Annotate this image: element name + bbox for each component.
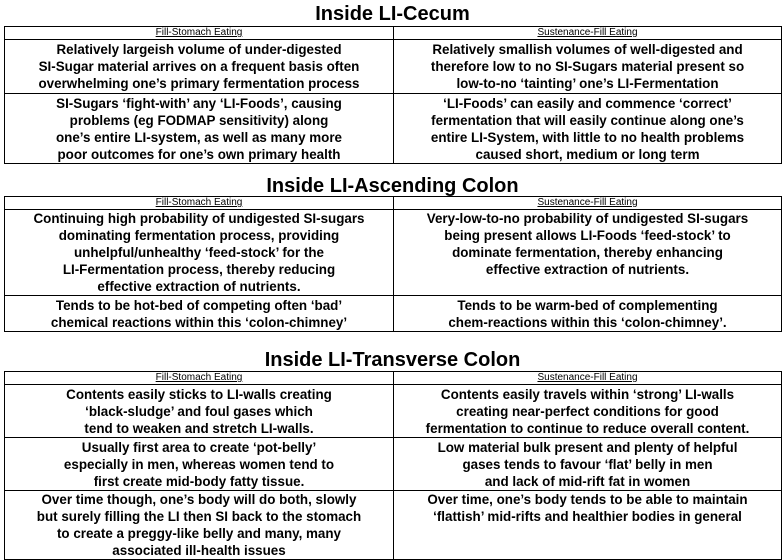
cell-line: and lack of mid-rift fat in women <box>484 473 691 489</box>
cell-line: associated ill-health issues <box>112 543 286 558</box>
column-header-sustenance-fill: Sustenance-Fill Eating <box>394 27 782 40</box>
cell-line: overwhelming one’s primary fermentation process <box>38 76 360 91</box>
cell-line: Very-low-to-no probability of undigested SI-sugars <box>426 211 749 226</box>
comparison-table <box>4 26 782 164</box>
cell-sustenance-fill <box>394 40 782 94</box>
cell-line: Continuing high probability of undigested SI-sugars <box>33 211 365 226</box>
cell-line: dominate fermentation, thereby enhancing <box>452 245 723 260</box>
cell-line: SI-Sugar material arrives on a frequent basis often <box>38 59 360 74</box>
column-header-fill-stomach: Fill-Stomach Eating <box>5 372 394 385</box>
cell-sustenance-fill <box>394 491 782 560</box>
cell-line: gases tends to favour ‘flat’ belly in men <box>462 456 713 472</box>
cell-line: Tends to be hot-bed of competing often ‘bad’ <box>55 297 343 313</box>
cell-fill-stomach <box>5 385 394 438</box>
cell-line: especially in men, whereas women tend to <box>63 456 335 472</box>
cell-fill-stomach <box>5 210 394 296</box>
cell-line: chemical reactions within this ‘colon-chimney’ <box>50 314 348 330</box>
cell-line: creating near-perfect conditions for good <box>456 403 719 419</box>
cell-line: chem-reactions within this ‘colon-chimney’. <box>448 314 727 330</box>
cell-sustenance-fill <box>394 94 782 164</box>
cell-line: Low material bulk present and plenty of helpful <box>437 439 738 455</box>
cell-line: ‘black-sludge’ and foul gases which <box>85 403 313 419</box>
cell-line: fermentation that will easily continue along one’s <box>431 112 744 128</box>
cell-sustenance-fill <box>394 210 782 296</box>
column-header-sustenance-fill: Sustenance-Fill Eating <box>394 372 782 385</box>
comparison-table <box>4 371 782 560</box>
cell-line: Over time, one’s body tends to be able to maintain <box>427 492 748 507</box>
cell-fill-stomach <box>5 94 394 164</box>
cell-line: effective extraction of nutrients. <box>97 279 301 294</box>
cell-line: therefore low to no SI-Sugars material present so <box>430 59 745 74</box>
cell-line: Contents easily travels within ‘strong’ LI-walls <box>440 386 735 402</box>
cell-line: Tends to be warm-bed of complementing <box>457 297 718 313</box>
cell-line: Relatively smallish volumes of well-digested and <box>432 42 743 57</box>
cell-line: caused short, medium or long term <box>475 146 700 162</box>
cell-line: poor outcomes for one’s own primary health <box>57 146 341 162</box>
cell-line: to create a preggy-like belly and many, many <box>56 526 342 541</box>
cell-line: but surely filling the LI then SI back to the stomach <box>36 509 362 524</box>
cell-line: Usually first area to create ‘pot-belly’ <box>81 439 317 455</box>
cell-sustenance-fill <box>394 296 782 332</box>
cell-line: unhelpful/unhealthy ‘feed-stock’ for the <box>74 245 324 260</box>
cell-line: SI-Sugars ‘fight-with’ any ‘LI-Foods’, causing <box>56 95 342 111</box>
cell-line: first create mid-body fatty tissue. <box>93 473 305 489</box>
cell-line: problems (eg FODMAP sensitivity) along <box>69 112 329 128</box>
section-title: Inside LI-Cecum <box>315 3 470 25</box>
cell-fill-stomach <box>5 491 394 560</box>
cell-line: entire LI-System, with little to no health problems <box>430 129 745 145</box>
cell-fill-stomach <box>5 296 394 332</box>
section-title: Inside LI-Transverse Colon <box>264 349 521 371</box>
cell-line: dominating fermentation process, providing <box>58 228 340 243</box>
section-title: Inside LI-Ascending Colon <box>266 175 519 197</box>
cell-line: effective extraction of nutrients. <box>485 262 690 277</box>
cell-line: one’s entire LI-system, as well as many more <box>55 129 343 145</box>
cell-fill-stomach <box>5 438 394 491</box>
cell-line: LI-Fermentation process, thereby reducing <box>62 262 336 277</box>
column-header-fill-stomach: Fill-Stomach Eating <box>5 197 394 210</box>
cell-line: being present allows LI-Foods ‘feed-stock’ to <box>444 228 731 243</box>
cell-line: ‘flattish’ mid-rifts and healthier bodies in general <box>433 509 742 524</box>
column-header-sustenance-fill: Sustenance-Fill Eating <box>394 197 782 210</box>
cell-fill-stomach <box>5 40 394 94</box>
cell-sustenance-fill <box>394 385 782 438</box>
cell-line: ‘LI-Foods’ can easily and commence ‘correct’ <box>443 95 732 111</box>
cell-line: Over time though, one’s body will do both, slowly <box>41 492 357 507</box>
cell-line: Relatively largeish volume of under-digested <box>56 42 342 57</box>
cell-line: tend to weaken and stretch LI-walls. <box>84 420 314 436</box>
cell-sustenance-fill <box>394 438 782 491</box>
cell-line: fermentation to continue to reduce overall content. <box>425 420 750 436</box>
cell-line: Contents easily sticks to LI-walls creating <box>66 386 332 402</box>
cell-line: low-to-no ‘tainting’ one’s LI-Fermentation <box>456 76 719 91</box>
comparison-table <box>4 196 782 332</box>
column-header-fill-stomach: Fill-Stomach Eating <box>5 27 394 40</box>
